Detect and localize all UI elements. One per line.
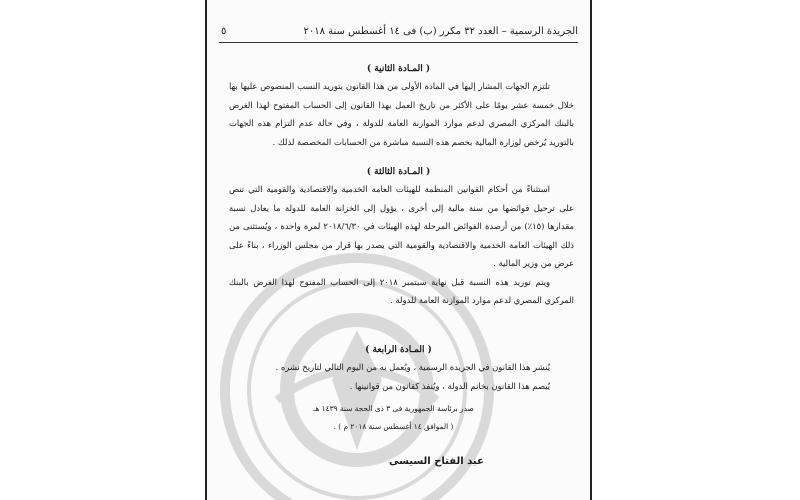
president-signature: عبد الفتاح السيسى — [389, 456, 484, 467]
article-4-paragraph-1: يُنشر هذا القانون في الجريدة الرسمية ، ويُعمل به من اليوم التالي لتاريخ نشره . — [275, 362, 550, 372]
article-4-heading: ( المـادة الرابعة ) — [365, 345, 432, 355]
document-page — [205, 0, 592, 500]
article-3-heading: ( المـادة الثالثة ) — [366, 167, 431, 177]
article-3-paragraph-1: استثناءً من أحكام القوانين المنظمة للهيئات العامة الخدمية والاقتصادية والقومية التي تنص على ترحيل فوائضها من سنة مالية إلى أخرى ، يؤول إلى الخزانة العامة للدولة ما يعادل نسبة مقدارها (١٥٪) من أرصدة الفوائض المرحلة لهذه الهيئات في ٢٠١٨/٦/٣٠ لمرة واحدة ، ويُستثنى من ذلك الهيئات العامة الخدمية والاقتصادية والقومية التي يصدر بها قرار من مجلس الوزراء ، بناءً على عرض من وزير المالية . — [229, 184, 575, 268]
article-4-paragraph-2: يُبصم هذا القانون بخاتم الدولة ، ويُنفذ كقانون من قوانينها . — [349, 380, 550, 391]
article-3-body — [229, 180, 574, 310]
article-4-body — [229, 358, 574, 395]
gazette-header — [219, 22, 578, 43]
issuance-date-gregorian: ( الموافق ١٤ أغسطس سنة ٢٠١٨ م ) . — [333, 422, 454, 431]
issuance-date-hijri: صدر برئاسة الجمهورية فى ٣ ذى الحجة سنة ١٤٣٩ هـ — [313, 404, 474, 413]
article-2-heading: ( المـادة الثانية ) — [366, 64, 431, 74]
gazette-title: الجريدة الرسمية – العدد ٣٢ مكرر (ب) فى ١٤ أغسطس سنة ٢٠١٨ — [303, 26, 578, 37]
page-number: ٥ — [221, 26, 227, 37]
article-3-paragraph-2: ويتم توريد هذه النسبة قبل نهاية سبتمبر ٢٠١٨ إلى الحساب المفتوح لهذا الغرض بالبنك المركزي المصري لدعم موارد الموازنة العامة للدولة . — [229, 276, 574, 305]
article-2-paragraph: تلتزم الجهات المشار إليها في المادة الأولى من هذا القانون بتوريد النسب المنصوص عليها بها خلال خمسة عشر يومًا على الأكثر من تاريخ العمل بهذا القانون إلى الحساب المفتوح لهذا الغرض بالبنك المركزي المصري لدعم موارد الموازنة العامة للدولة ، وفي حالة عدم التزام هذه الجهات بالتوريد يُرخص لوزارة المالية بخصم هذه النسبة مباشرة من الحسابات المخصصة لذلك . — [229, 81, 574, 147]
article-2-body — [229, 77, 574, 151]
issuance-block — [237, 400, 550, 436]
